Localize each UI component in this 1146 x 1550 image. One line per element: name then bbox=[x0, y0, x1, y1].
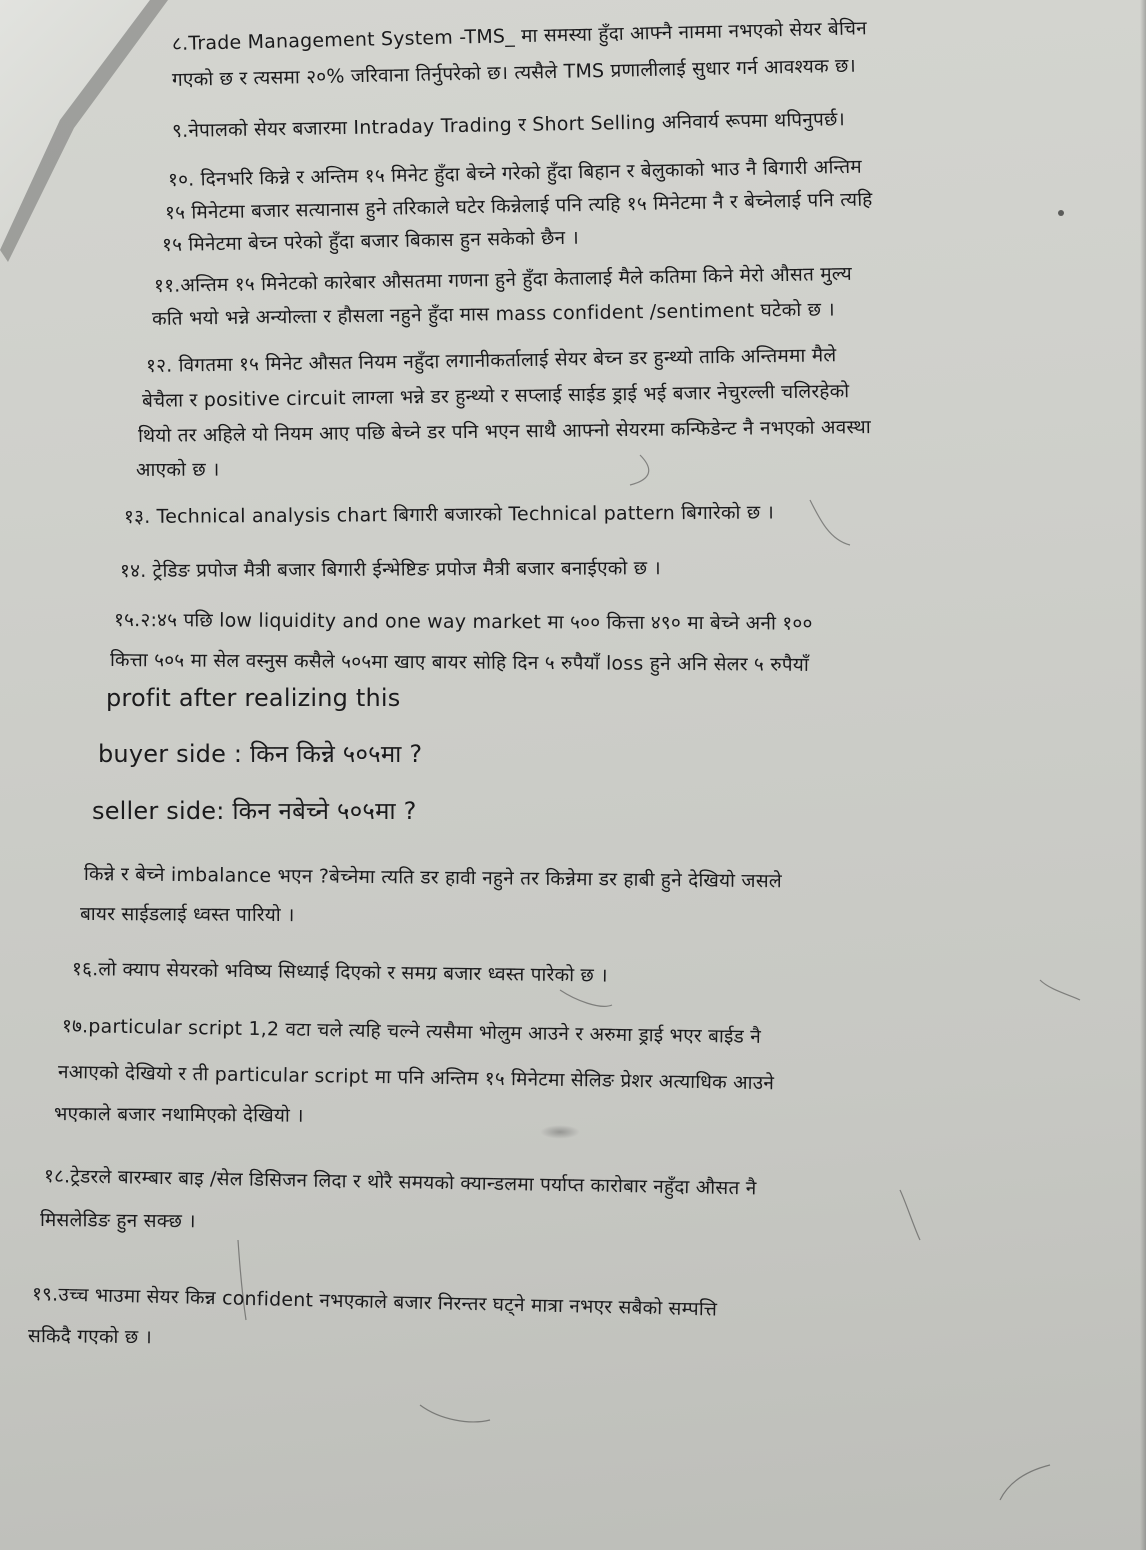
doc-line-28: १९.उच्च भाउमा सेयर किन्न confident नभएकाले बजार निरन्तर घट्ने मात्रा नभएर सबैको सम्पत्ति bbox=[31, 1283, 718, 1321]
doc-line-27: मिसलेडिङ हुन सक्छ । bbox=[39, 1209, 196, 1233]
doc-line-16: कित्ता ५०५ मा सेल वस्नुस कसैले ५०५मा खाए बायर सोहि दिन ५ रुपैयाँ loss हुने अनि सेलर ५ रुपैयाँ bbox=[109, 649, 810, 676]
ink-dot bbox=[1058, 210, 1064, 216]
doc-line-26: १८.ट्रेडरले बारम्बार बाइ /सेल डिसिजन लिदा र थोरै समयको क्यान्डलमा पर्याप्त कारोबार नहुँदा औसत नै bbox=[43, 1165, 757, 1200]
ink-smudge bbox=[540, 1125, 580, 1139]
doc-line-23: १७.particular script 1,2 वटा चले त्यहि चल्ने त्यसैमा भोलुम आउने र अरुमा ड्राई भएर बाईड नै bbox=[61, 1015, 762, 1048]
doc-line-10: बेचैला र positive circuit लाग्ला भन्ने डर हुन्थ्यो र सप्लाई साईड ड्राई भई बजार नेचुरल्ली चलिरहेको bbox=[141, 380, 850, 412]
doc-line-9: १२. विगतमा १५ मिनेट औसत नियम नहुँदा लगानीकर्तालाई सेयर बेच्न डर हुन्थ्यो ताकि अन्तिममा मैले bbox=[145, 344, 837, 377]
doc-line-4: १०. दिनभरि किन्ने र अन्तिम १५ मिनेट हुँदा बेच्ने गरेको हुँदा बिहान र बेलुकाको भाउ नै बिगारी अन्तिम bbox=[167, 155, 863, 191]
doc-line-1: ८.Trade Management System -TMS_ मा समस्या हुँदा आफ्नै नाममा नभएको सेयर बेचिन bbox=[171, 17, 868, 55]
doc-line-2: गएको छ र त्यसमा २०% जरिवाना तिर्नुपरेको छ। त्यसैले TMS प्रणालीलाई सुधार गर्न आवश्यक छ। bbox=[171, 54, 857, 91]
doc-line-17: profit after realizing this bbox=[106, 684, 401, 712]
doc-line-22: १६.लो क्याप सेयरको भविष्य सिध्याई दिएको र समग्र बजार ध्वस्त पारेको छ । bbox=[71, 958, 608, 987]
doc-line-13: १३. Technical analysis chart बिगारी बजारको Technical pattern बिगारेको छ । bbox=[123, 501, 775, 528]
doc-line-14: १४. ट्रेडिङ प्रपोज मैत्री बजार बिगारी ईन्भेष्टिङ प्रपोज मैत्री बजार बनाईएको छ । bbox=[119, 557, 661, 582]
doc-line-25: भएकाले बजार नथामिएको देखियो । bbox=[53, 1103, 304, 1127]
doc-line-5: १५ मिनेटमा बजार सत्यानास हुने तरिकाले घटेर किन्नेलाई पनि त्यहि १५ मिनेटमा नै र बेच्नेलाई पनि त्यहि bbox=[164, 188, 873, 224]
doc-line-15: १५.२:४५ पछि low liquidity and one way market मा ५०० कित्ता ४९० मा बेच्ने अनी १०० bbox=[113, 609, 813, 635]
doc-line-7: ११.अन्तिम १५ मिनेटको कारेबार औसतमा गणना हुने हुँदा केतालाई मैले कतिमा किने मेरो औसत मुल्य bbox=[153, 262, 853, 297]
doc-line-29: सकिदै गएको छ । bbox=[27, 1325, 153, 1349]
doc-line-8: कति भयो भन्ने अन्योल्ता र हौसला नहुने हुँदा मास mass confident /sentiment घटेको छ । bbox=[151, 298, 835, 330]
doc-line-11: थियो तर अहिले यो नियम आए पछि बेच्ने डर पनि भएन साथै आफ्नो सेयरमा कन्फिडेन्ट नै नभएको अवस्था bbox=[137, 416, 872, 447]
doc-line-3: ९.नेपालको सेयर बजारमा Intraday Trading र Short Selling अनिवार्य रूपमा थपिनुपर्छ। bbox=[171, 108, 846, 142]
doc-line-6: १५ मिनेटमा बेच्न परेको हुँदा बजार बिकास हुन सकेको छैन । bbox=[161, 226, 580, 256]
doc-line-24: नआएको देखियो र ती particular script मा पनि अन्तिम १५ मिनेटमा सेलिङ प्रेशर अत्याधिक आउने bbox=[57, 1061, 775, 1095]
doc-line-12: आएको छ । bbox=[135, 458, 220, 481]
doc-line-18: buyer side : किन किन्ने ५०५मा ? bbox=[98, 740, 423, 768]
doc-line-21: बायर साईडलाई ध्वस्त पारियो । bbox=[79, 903, 295, 927]
doc-line-19: seller side: किन नबेच्ने ५०५मा ? bbox=[92, 797, 417, 825]
doc-line-20: किन्ने र बेच्ने imbalance भएन ?बेच्नेमा त्यति डर हावी नहुने तर किन्नेमा डर हाबी हुने देखियो जसले bbox=[83, 863, 783, 893]
